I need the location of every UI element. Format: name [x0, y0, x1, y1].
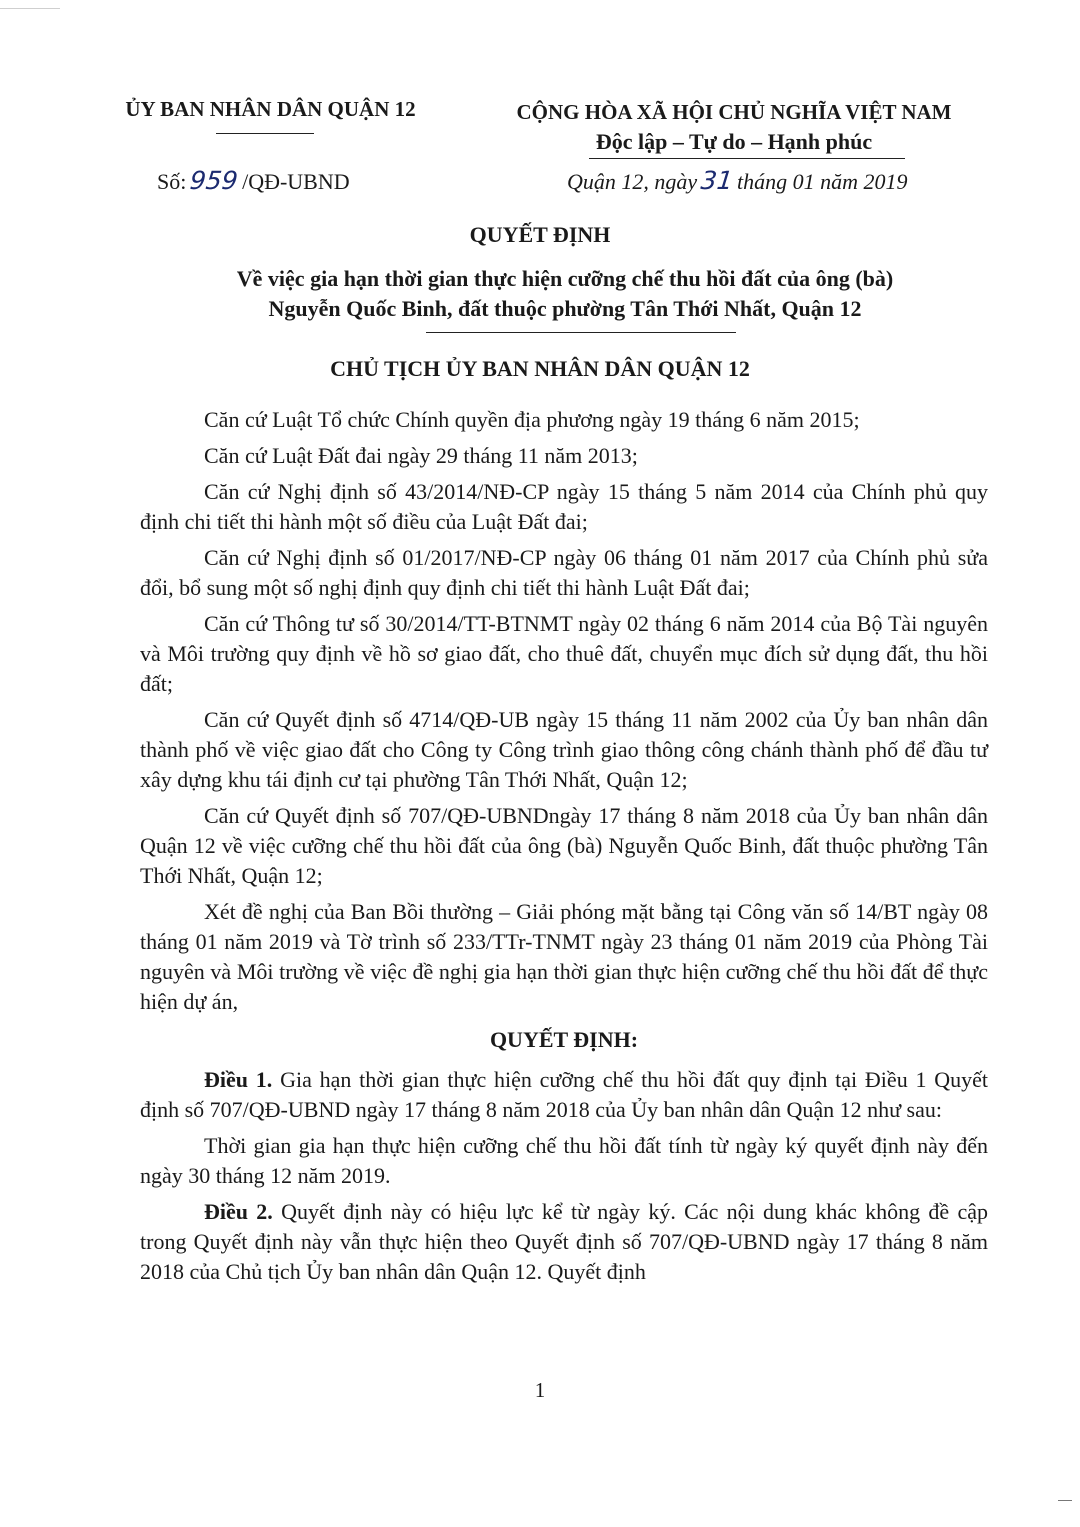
- number-prefix: Số:: [157, 169, 187, 194]
- article-1: [140, 1065, 988, 1125]
- subject-line-1: Về việc gia hạn thời gian thực hiện cưỡng chế thu hồi đất của ông (bà): [236, 266, 894, 291]
- signing-authority: CHỦ TỊCH ỦY BAN NHÂN DÂN QUẬN 12: [330, 356, 750, 381]
- date-prefix: Quận 12, ngày: [567, 169, 698, 194]
- document-number: [157, 166, 350, 195]
- motto-underline: [589, 158, 905, 159]
- authority-underline: [216, 133, 314, 134]
- place-date: [567, 166, 907, 195]
- proposal-paragraph: Xét đề nghị của Ban Bồi thường – Giải phóng mặt bằng tại Công văn số 14/BT ngày 08 tháng 01 năm 2019 và Tờ trình số 233/TTr-TNMT ngày 23 tháng 01 năm 2019 của Phòng Tài nguyên và Môi trường về việc đề nghị gia hạn thời gian thực hiện cưỡng chế thu hồi đất để thực hiện dự án,: [140, 899, 988, 1014]
- legal-basis-3: Căn cứ Nghị định số 43/2014/NĐ-CP ngày 15 tháng 5 năm 2014 của Chính phủ quy định chi tiết thi hành một số điều của Luật Đất đai;: [140, 479, 988, 534]
- number-suffix: /QĐ-UBND: [242, 169, 350, 194]
- document-body: [140, 405, 988, 1293]
- handwritten-number: 959: [188, 166, 240, 195]
- date-suffix: tháng 01 năm 2019: [736, 169, 908, 194]
- legal-basis-4: Căn cứ Nghị định số 01/2017/NĐ-CP ngày 06 tháng 01 năm 2017 của Chính phủ sửa đổi, bổ sung một số nghị định quy định chi tiết thi hành Luật Đất đai;: [140, 545, 988, 600]
- legal-basis-1: Căn cứ Luật Tổ chức Chính quyền địa phương ngày 19 tháng 6 năm 2015;: [204, 407, 860, 432]
- article-2: [140, 1197, 988, 1287]
- scan-artifact: [0, 8, 60, 9]
- legal-basis-5: Căn cứ Thông tư số 30/2014/TT-BTNMT ngày 02 tháng 6 năm 2014 của Bộ Tài nguyên và Môi trường quy định về hồ sơ giao đất, cho thuê đất, chuyển mục đích sử dụng đất, thu hồi đất;: [140, 611, 988, 696]
- decision-heading: QUYẾT ĐỊNH:: [489, 1027, 639, 1052]
- document-title: QUYẾT ĐỊNH: [469, 222, 611, 247]
- legal-basis-6: Căn cứ Quyết định số 4714/QĐ-UB ngày 15 tháng 11 năm 2002 của Ủy ban nhân dân thành phố về việc giao đất cho Công ty Công trình giao thông công chánh thành phố để đầu tư xây dựng khu tái định cư tại phường Tân Thới Nhất, Quận 12;: [140, 707, 988, 792]
- article-1-label: Điều 1.: [204, 1067, 273, 1092]
- article-1-text: Gia hạn thời gian thực hiện cưỡng chế thu hồi đất quy định tại Điều 1 Quyết định số 707/QĐ-UBND ngày 17 tháng 8 năm 2018 của Ủy ban nhân dân Quận 12 như sau:: [140, 1067, 989, 1122]
- article-1-detail: Thời gian gia hạn thực hiện cưỡng chế thu hồi đất tính từ ngày ký quyết định này đến ngày 30 tháng 12 năm 2019.: [140, 1133, 988, 1188]
- legal-basis-7: Căn cứ Quyết định số 707/QĐ-UBNDngày 17 tháng 8 năm 2018 của Ủy ban nhân dân Quận 12 về việc cưỡng chế thu hồi đất của ông (bà) Nguyễn Quốc Binh, đất thuộc phường Tân Thới Nhất, Quận 12;: [140, 803, 988, 888]
- handwritten-day: 31: [699, 166, 735, 195]
- national-title: CỘNG HÒA XÃ HỘI CHỦ NGHĨA VIỆT NAM: [516, 100, 952, 124]
- article-2-text: Quyết định này có hiệu lực kể từ ngày ký. Các nội dung khác không đề cập trong Quyết định này vẫn thực hiện theo Quyết định số 707/QĐ-UBND ngày 17 tháng 8 năm 2018 của Chủ tịch Ủy ban nhân dân Quận 12. Quyết định: [140, 1199, 989, 1284]
- article-2-label: Điều 2.: [204, 1199, 273, 1224]
- national-header: [468, 97, 1000, 157]
- issuing-authority: ỦY BAN NHÂN DÂN QUẬN 12: [125, 97, 416, 121]
- scan-corner-mark: [1058, 1500, 1072, 1501]
- national-motto: Độc lập – Tự do – Hạnh phúc: [595, 129, 873, 154]
- page-number: 1: [534, 1378, 546, 1402]
- subject-line-2: Nguyễn Quốc Binh, đất thuộc phường Tân Thới Nhất, Quận 12: [268, 296, 862, 321]
- legal-basis-2: Căn cứ Luật Đất đai ngày 29 tháng 11 năm 2013;: [204, 443, 638, 468]
- document-subject: [140, 264, 990, 324]
- subject-underline: [426, 332, 736, 333]
